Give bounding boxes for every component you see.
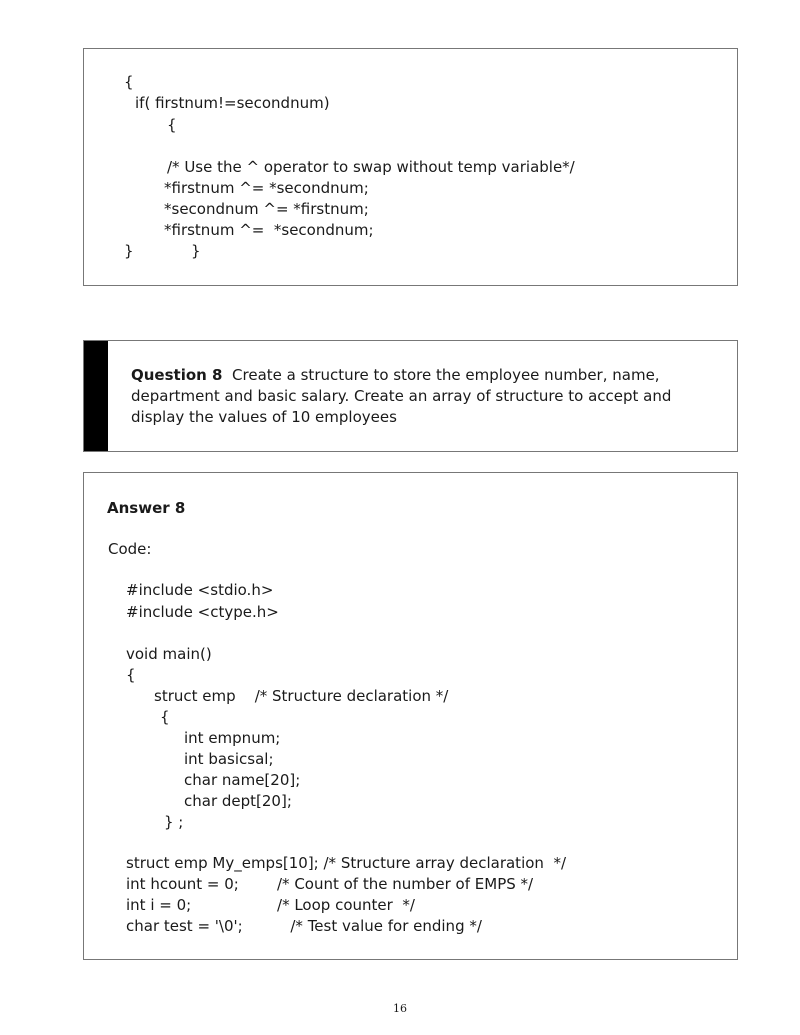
question-box: [83, 340, 738, 452]
code-line: {: [167, 116, 177, 134]
code-line: }: [124, 242, 134, 260]
code-line: *secondnum ^= *firstnum;: [164, 200, 369, 218]
code-line: #include <stdio.h>: [126, 581, 274, 599]
code-line: int i = 0; /* Loop counter */: [126, 896, 415, 914]
answer-title: Answer 8: [107, 499, 186, 517]
code-line: int basicsal;: [184, 750, 274, 768]
code-line: if( firstnum!=secondnum): [135, 94, 330, 112]
question-text: [131, 365, 721, 428]
code-line: /* Use the ^ operator to swap without temp variable*/: [167, 158, 575, 176]
question-body: Create a structure to store the employee number, name, department and basic salary. Create an array of structure to accept and display the values of 10 employees: [131, 366, 672, 426]
code-label: Code:: [108, 540, 152, 558]
code-line: struct emp My_emps[10]; /* Structure array declaration */: [126, 854, 567, 872]
code-line: char dept[20];: [184, 792, 292, 810]
code-line: {: [126, 666, 136, 684]
code-line: int empnum;: [184, 729, 281, 747]
code-line: void main(): [126, 645, 212, 663]
code-line: int hcount = 0; /* Count of the number of EMPS */: [126, 875, 534, 893]
code-line: char test = '\0'; /* Test value for ending */: [126, 917, 482, 935]
code-snippet-box: [83, 48, 738, 286]
question-label: Question 8: [131, 366, 223, 384]
code-line: *firstnum ^= *secondnum;: [164, 179, 369, 197]
question-marker-bar: [84, 341, 108, 451]
code-line: }: [191, 242, 201, 260]
code-line: {: [124, 73, 134, 91]
answer-box: [83, 472, 738, 960]
code-line: char name[20];: [184, 771, 301, 789]
page-number: 16: [393, 1002, 407, 1015]
code-line: struct emp /* Structure declaration */: [154, 687, 449, 705]
code-line: *firstnum ^= *secondnum;: [164, 221, 374, 239]
code-line: #include <ctype.h>: [126, 603, 279, 621]
code-line: {: [160, 708, 170, 726]
code-line: } ;: [164, 813, 184, 831]
